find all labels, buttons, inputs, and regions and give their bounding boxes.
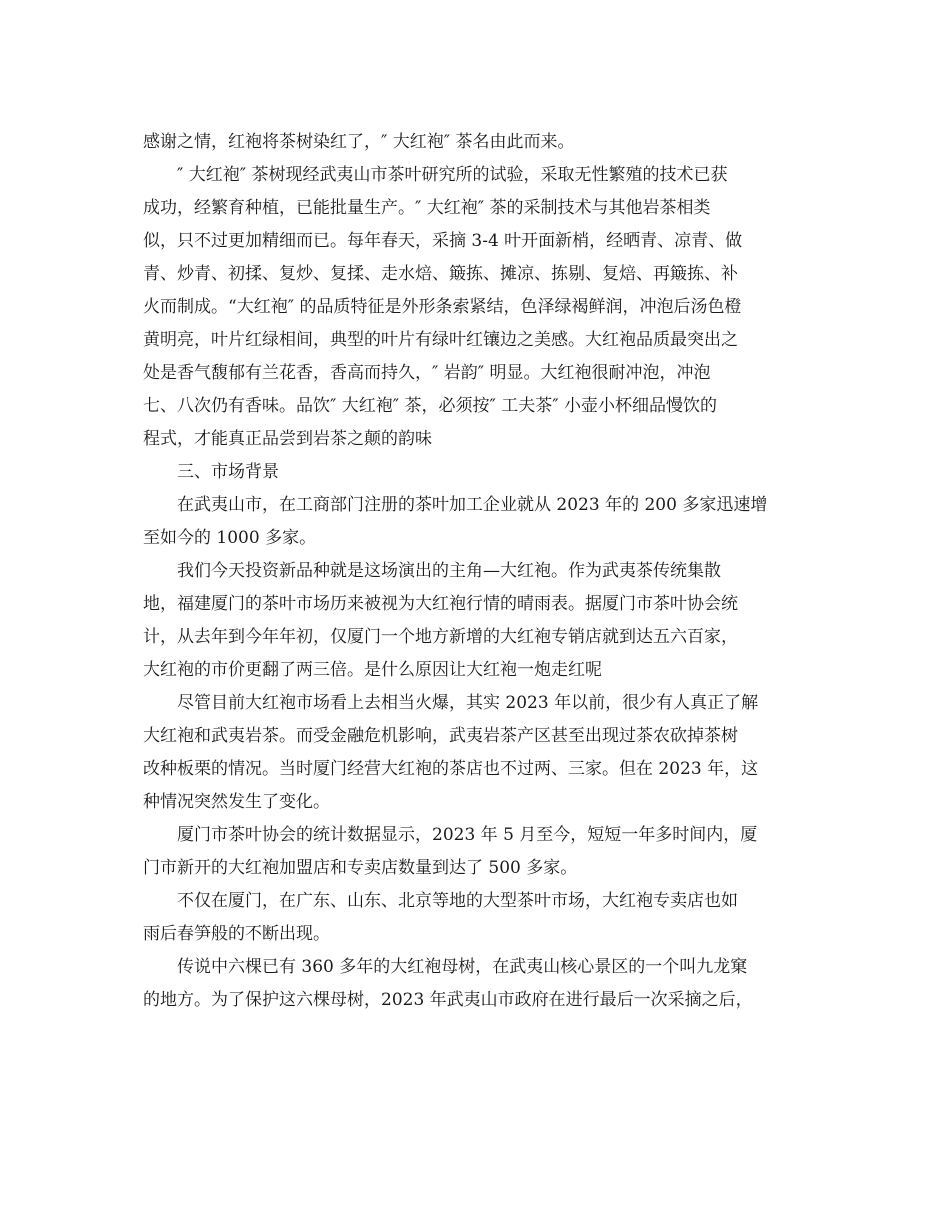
text-line: 传说中六棵已有 360 多年的大红袍母树，在武夷山核心景区的一个叫九龙窠 xyxy=(177,957,748,977)
text-line: 门市新开的大红袍加盟店和专卖店数量到达了 500 多家。 xyxy=(143,858,578,878)
text-line: 火而制成。“大红袍″ 的品质特征是外形条索紧结，色泽绿褐鲜润，冲泡后汤色橙 xyxy=(143,297,742,317)
text-line: 七、八次仍有香味。品饮″ 大红袍″ 茶，必须按″ 工夫茶″ 小壶小杯细品慢饮的 xyxy=(143,396,718,416)
text-line: 在武夷山市，在工商部门注册的茶叶加工企业就从 2023 年的 200 多家迅速增 xyxy=(177,495,768,515)
text-line: 改种板栗的情况。当时厦门经营大红袍的茶店也不过两、三家。但在 2023 年，这 xyxy=(143,759,759,779)
text-line: 我们今天投资新品种就是这场演出的主角—大红袍。作为武夷茶传统集散 xyxy=(177,561,721,581)
document-body xyxy=(143,126,807,1017)
text-line: 黄明亮，叶片红绿相间，典型的叶片有绿叶红镶边之美感。大红袍品质最突出之 xyxy=(143,330,738,350)
text-line: 雨后春笋般的不断出现。 xyxy=(143,924,330,944)
text-line: 成功，经繁育种植，已能批量生产。″ 大红袍″ 茶的采制技术与其他岩茶相类 xyxy=(143,198,711,218)
section-heading: 三、市场背景 xyxy=(177,462,279,482)
text-line: 地，福建厦门的茶叶市场历来被视为大红袍行情的晴雨表。据厦门市茶叶协会统 xyxy=(143,594,738,614)
text-line: 计，从去年到今年年初，仅厦门一个地方新增的大红袍专销店就到达五六百家， xyxy=(143,627,738,647)
text-line: 大红袍的市价更翻了两三倍。是什么原因让大红袍一炮走红呢 xyxy=(143,660,602,680)
text-line: 厦门市茶叶协会的统计数据显示，2023 年 5 月至今，短短一年多时间内，厦 xyxy=(177,825,758,845)
text-line: 似，只不过更加精细而已。每年春天，采摘 3-4 叶开面新梢，经晒青、凉青、做 xyxy=(143,231,743,251)
text-line: 处是香气馥郁有兰花香，香高而持久，″ 岩韵″ 明显。大红袍很耐冲泡，冲泡 xyxy=(143,363,711,383)
text-line: ″ 大红袍″ 茶树现经武夷山市茶叶研究所的试验，采取无性繁殖的技术已获 xyxy=(177,165,728,185)
text-line: 尽管目前大红袍市场看上去相当火爆，其实 2023 年以前，很少有人真正了解 xyxy=(177,693,759,713)
text-line: 程式，才能真正品尝到岩茶之颠的韵味 xyxy=(143,429,432,449)
text-line: 感谢之情，红袍将茶树染红了，″ 大红袍″ 茶名由此而来。 xyxy=(143,132,575,152)
text-line: 大红袍和武夷岩茶。而受金融危机影响，武夷岩茶产区甚至出现过茶农砍掉茶树 xyxy=(143,726,738,746)
text-line: 不仅在厦门，在广东、山东、北京等地的大型茶叶市场，大红袍专卖店也如 xyxy=(177,891,738,911)
text-line: 的地方。为了保护这六棵母树，2023 年武夷山市政府在进行最后一次采摘之后， xyxy=(143,990,753,1010)
text-line: 青、炒青、初揉、复炒、复揉、走水焙、簸拣、摊凉、拣剔、复焙、再簸拣、补 xyxy=(143,264,738,284)
text-line: 种情况突然发生了变化。 xyxy=(143,792,330,812)
text-line: 至如今的 1000 多家。 xyxy=(143,528,317,548)
